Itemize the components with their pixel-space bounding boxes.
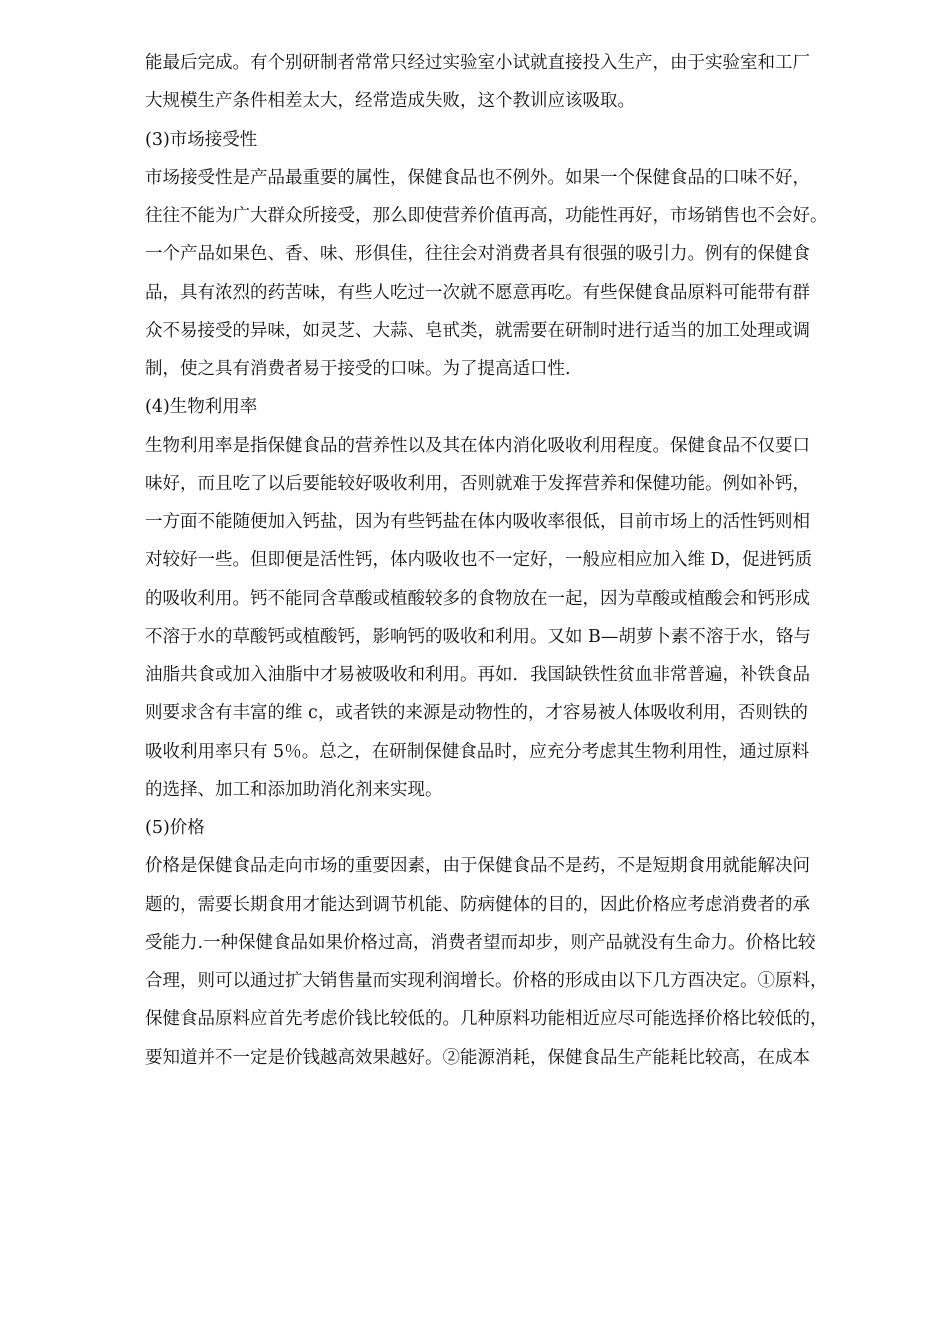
text-line: 保健食品原料应首先考虑价钱比较低的。几种原料功能相近应尽可能选择价格比较低的， [145, 1009, 828, 1030]
text-line: 往往不能为广大群众所接受，那么即使营养价值再高，功能性再好，市场销售也不会好。 [145, 206, 828, 226]
text-line: 的选择、加工和添加助消化剂来实现。 [145, 779, 443, 800]
text-line: 众不易接受的异味，如灵芝、大蒜、皂甙类，就需要在研制时进行适当的加工处理或调 [145, 320, 810, 341]
text-line: 受能力.一种保健食品如果价格过高，消费者望而却步，则产品就没有生命力。价格比较 [145, 932, 816, 953]
text-line: 题的，需要长期食用才能达到调节机能、防病健体的目的，因此价格应考虑消费者的承 [145, 894, 810, 915]
document-body [145, 44, 890, 1077]
text-line: 对较好一些。但即便是活性钙，体内吸收也不一定好，一般应相应加入维 D，促进钙质 [145, 550, 813, 571]
text-line: 要知道并不一定是价钱越高效果越好。②能源消耗，保健食品生产能耗比较高，在成本 [145, 1047, 810, 1068]
text-line: 能最后完成。有个别研制者常常只经过实验室小试就直接投入生产，由于实验室和工厂 [145, 53, 810, 73]
text-line: 味好，而且吃了以后要能较好吸收利用，否则就难于发挥营养和保健功能。例如补钙， [145, 473, 810, 494]
text-line: 合理，则可以通过扩大销售量而实现利润增长。价格的形成由以下几方酉决定。①原料， [145, 971, 828, 991]
text-line: 则要求含有丰富的维 c，或者铁的来源是动物性的，才容易被人体吸收利用，否则铁的 [145, 703, 808, 724]
section-heading-bioavailability: (4)生物利用率 [145, 397, 258, 418]
text-line: 不溶于水的草酸钙或植酸钙，影响钙的吸收和利用。又如 B—胡萝卜素不溶于水，铬与 [145, 626, 811, 647]
text-line: 一方面不能随便加入钙盐，因为有些钙盐在体内吸收率很低，目前市场上的活性钙则相 [145, 512, 810, 532]
text-line: 一个产品如果色、香、味、形俱佳，往往会对消费者具有很强的吸引力。例有的保健食 [145, 244, 810, 265]
text-line: 的吸收利用。钙不能同含草酸或植酸较多的食物放在一起，因为草酸或植酸会和钙形成 [145, 588, 810, 609]
text-line: 品，具有浓烈的药苦味，有些人吃过一次就不愿意再吃。有些保健食品原料可能带有群 [145, 282, 810, 303]
text-line: 生物利用率是指保健食品的营养性以及其在体内消化吸收利用程度。保健食品不仅要口 [145, 435, 810, 456]
section-heading-market-acceptance: (3)市场接受性 [145, 129, 258, 150]
text-line: 油脂共食或加入油脂中才易被吸收和利用。再如．我国缺铁性贫血非常普遍，补铁食品 [145, 665, 810, 685]
text-line: 制，使之具有消费者易于接受的口味。为了提高适口性. [145, 359, 571, 379]
text-line: 价格是保健食品走向市场的重要因素，由于保健食品不是药，不是短期食用就能解决问 [145, 856, 810, 877]
text-line: 市场接受性是产品最重要的属性，保健食品也不例外。如果一个保健食品的口味不好， [145, 167, 810, 188]
text-line: 大规模生产条件相差太大，经常造成失败，这个教训应该吸取。 [145, 91, 635, 112]
section-heading-price: (5)价格 [145, 818, 205, 838]
text-line: 吸收利用率只有 5％。总之，在研制保健食品时，应充分考虑其生物利用性，通过原料 [145, 741, 810, 762]
